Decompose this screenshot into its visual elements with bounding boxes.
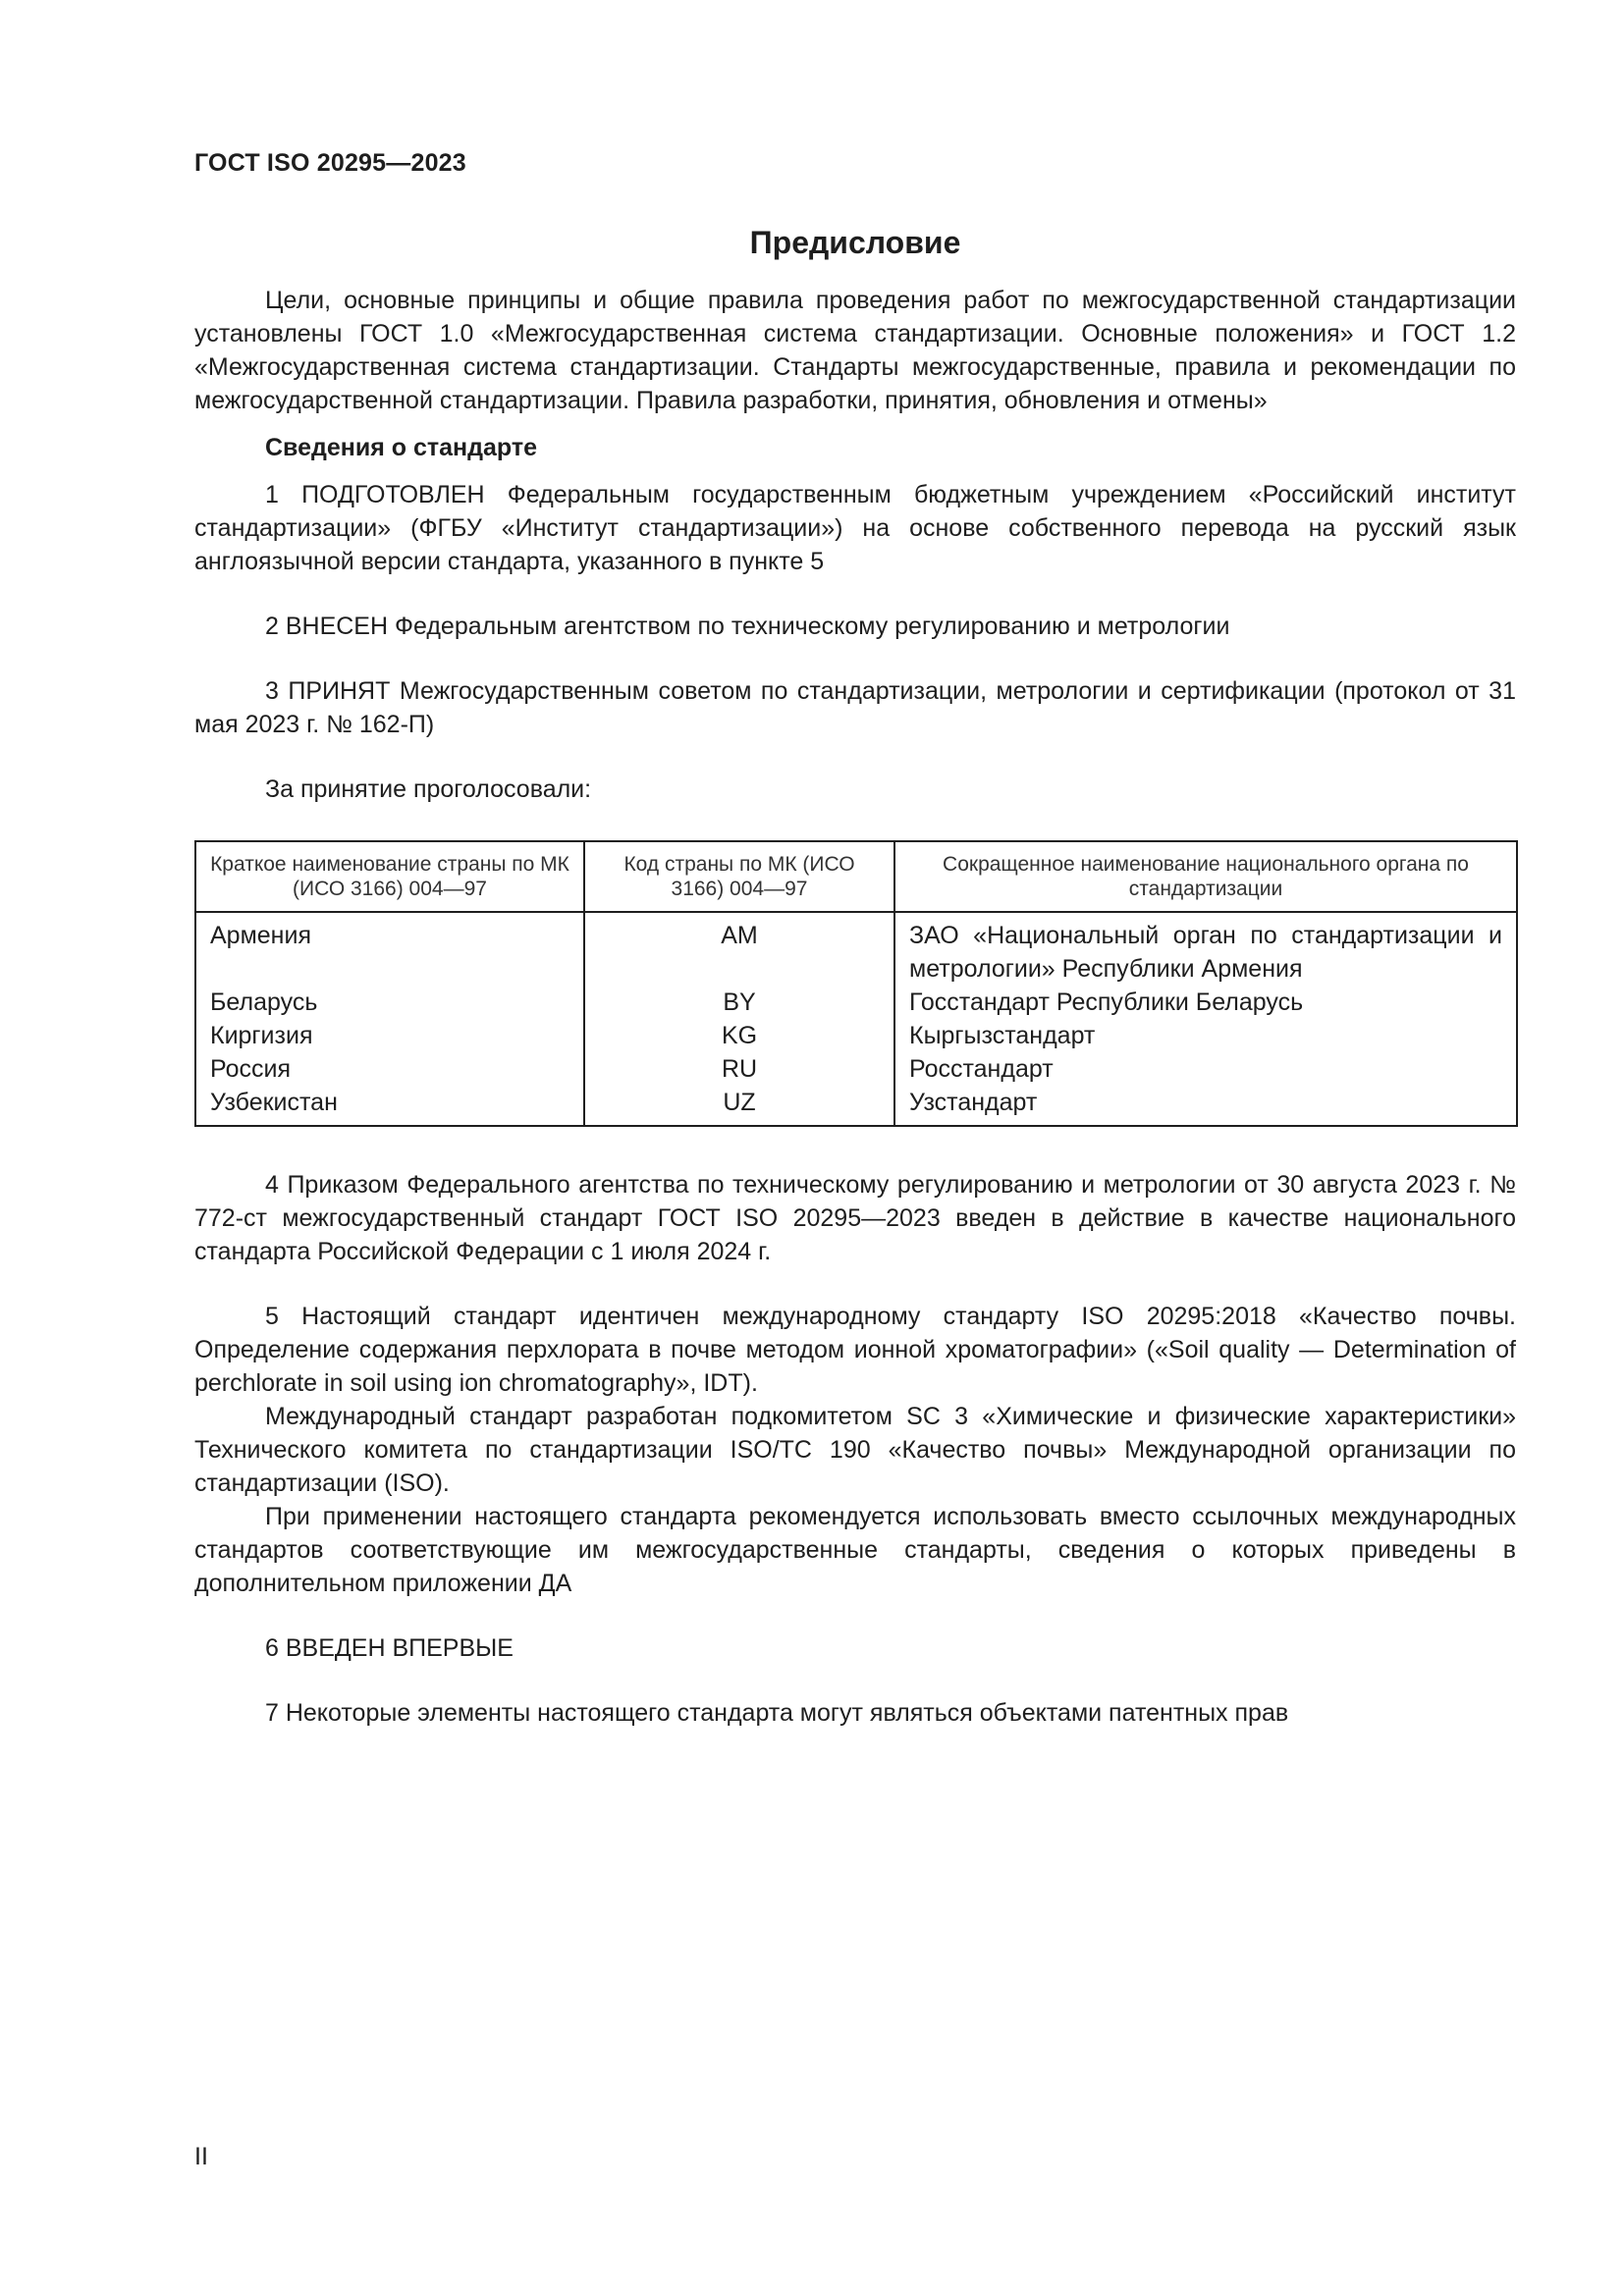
country-cell: Киргизия [210,1022,313,1049]
voting-countries-table [194,840,1518,1127]
item-4-paragraph: 4 Приказом Федерального агентства по техническому регулированию и метрологии от 30 августа 2023 г. № 772-ст межгосударственный стандарт ГОСТ ISO 20295—2023 введен в действие в качестве национального стандарта Российской Федерации с 1 июля 2024 г. [194,1171,1516,1265]
code-cell: KG [584,1019,894,1052]
item-1-paragraph: 1 ПОДГОТОВЛЕН Федеральным государственным бюджетным учреждением «Российский институт стандартизации» (ФГБУ «Институт стандартизации») на основе собственного перевода на русский язык англоязычной версии стандарта, указанного в пункте 5 [194,481,1516,575]
code-cell: UZ [584,1086,894,1126]
section-heading: Сведения о стандарте [265,434,538,461]
item-5-paragraph: 5 Настоящий стандарт идентичен международному стандарту ISO 20295:2018 «Качество почвы. Определение содержания перхлората в почве методом ионной хроматографии» («Soil quality — Determination of perchlorate in soil using ion chromatography», IDT). [194,1303,1516,1397]
code-cell: RU [584,1052,894,1086]
table-header-row [195,841,1517,912]
column-header-organization: Сокращенное наименование национального органа по стандартизации [894,841,1517,912]
code-cell: BY [584,986,894,1019]
column-header-country: Краткое наименование страны по МК (ИСО 3166) 004—97 [195,841,584,912]
table-row [195,986,1517,1019]
organization-cell: Узстандарт [894,1086,1517,1126]
code-cell: AM [584,912,894,986]
table-row [195,1019,1517,1052]
voted-label: За принятие проголосовали: [265,775,592,803]
column-header-code: Код страны по МК (ИСО 3166) 004—97 [584,841,894,912]
document-id-header: ГОСТ ISO 20295—2023 [194,149,466,177]
table-row [195,912,1517,986]
country-cell: Узбекистан [210,1089,338,1116]
document-body [194,284,1516,1730]
page-number: II [194,2143,208,2170]
item-5-committee-paragraph: Международный стандарт разработан подкомитетом SC 3 «Химические и физические характеристики» Технического комитета по стандартизации ISO/TC 190 «Качество почвы» Международной организации по стандартизации (ISO). [194,1403,1516,1497]
country-cell: Россия [210,1055,291,1083]
page-title: Предисловие [749,225,961,260]
country-cell: Беларусь [210,988,318,1016]
organization-cell: ЗАО «Национальный орган по стандартизации и метрологии» Республики Армения [894,912,1517,986]
item-7-paragraph: 7 Некоторые элементы настоящего стандарта могут являться объектами патентных прав [265,1699,1289,1727]
item-3-paragraph: 3 ПРИНЯТ Межгосударственным советом по стандартизации, метрологии и сертификации (протокол от 31 мая 2023 г. № 162-П) [194,677,1516,738]
intro-paragraph: Цели, основные принципы и общие правила проведения работ по межгосударственной стандартизации установлены ГОСТ 1.0 «Межгосударственная система стандартизации. Основные положения» и ГОСТ 1.2 «Межгосударственная система стандартизации. Стандарты межгосударственные, правила и рекомендации по межгосударственной стандартизации. Правила разработки, принятия, обновления и отмены» [194,287,1516,414]
item-6-paragraph: 6 ВВЕДЕН ВПЕРВЫЕ [265,1634,514,1662]
organization-cell: Кыргызстандарт [894,1019,1517,1052]
table-row [195,1052,1517,1086]
organization-cell: Росстандарт [894,1052,1517,1086]
item-2-paragraph: 2 ВНЕСЕН Федеральным агентством по техническому регулированию и метрологии [265,613,1230,640]
item-5-usage-paragraph: При применении настоящего стандарта рекомендуется использовать вместо ссылочных международных стандартов соответствующие им межгосударственные стандарты, сведения о которых приведены в дополнительном приложении ДА [194,1503,1516,1597]
country-cell: Армения [210,922,311,949]
organization-cell: Госстандарт Республики Беларусь [894,986,1517,1019]
table-row [195,1086,1517,1126]
